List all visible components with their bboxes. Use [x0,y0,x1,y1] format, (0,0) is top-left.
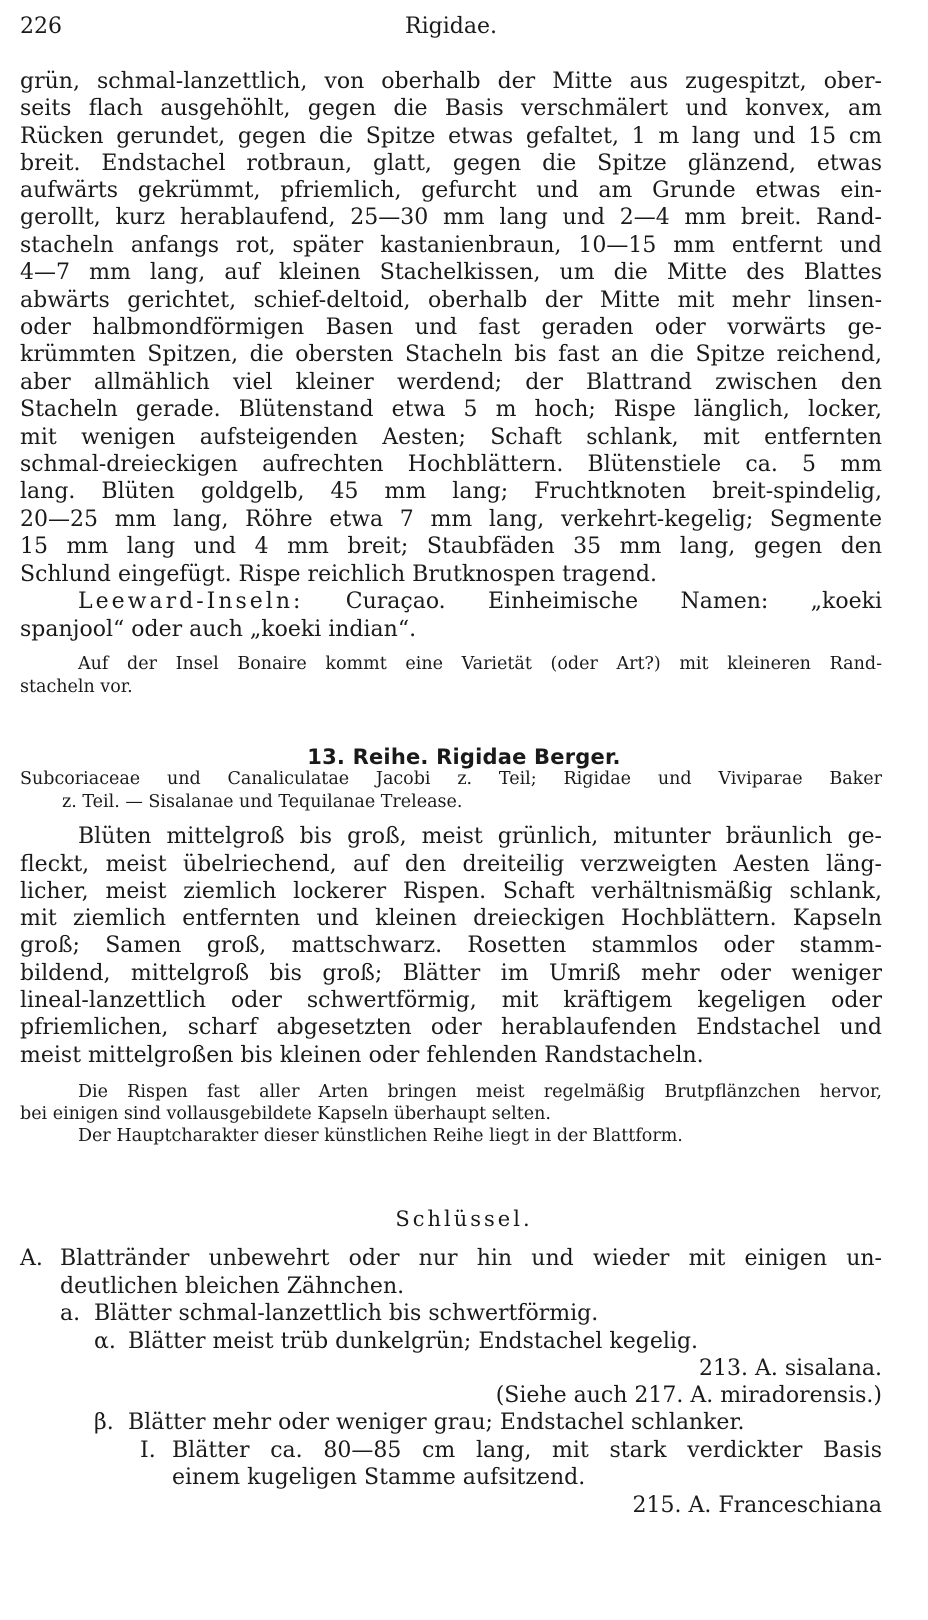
description-line: Rücken gerundet, gegen die Spitze etwas gefaltet, 1 m lang und 15 cm [20,124,882,149]
key-title: Schlüssel. [395,1207,533,1231]
section-description-line: Blüten mittelgroß bis groß, meist grünlich, mitunter bräunlich ge- [78,824,882,849]
section-note-line: Die Rispen fast aller Arten bringen meist regelmäßig Brutpflänzchen hervor, [78,1082,882,1102]
key-label-A: A. [20,1246,43,1271]
key-result-213: 213. A. sisalana. [698,1356,882,1381]
section-description-line: bildend, mittelgroß bis groß; Blätter im Umriß mehr oder weniger [20,961,882,986]
description-line: 15 mm lang und 4 mm breit; Staubfäden 35 mm lang, gegen den [20,534,882,559]
description-line: schmal-dreieckigen aufrechten Hochblättern. Blütenstiele ca. 5 mm [20,452,882,477]
key-alpha-text: Blätter meist trüb dunkelgrün; Endstachel kegelig. [128,1329,699,1354]
running-head: Rigidae. [405,14,497,39]
key-label-beta: β. [94,1410,114,1435]
description-line: Schlund eingefügt. Rispe reichlich Brutknospen tragend. [20,562,657,587]
key-label-I: I. [140,1438,156,1463]
description-line: breit. Endstachel rotbraun, glatt, gegen die Spitze glänzend, etwas [20,151,882,176]
description-line: seits flach ausgehöhlt, gegen die Basis verschmälert und konvex, am [20,96,882,121]
key-I-line: einem kugeligen Stamme aufsitzend. [172,1465,586,1490]
section-description-line: meist mittelgroßen bis kleinen oder fehlenden Randstacheln. [20,1043,704,1068]
description-line: gerollt, kurz herablaufend, 25—30 mm lang und 2—4 mm breit. Rand- [20,205,882,230]
section-description-line: pfriemlichen, scharf abgesetzten oder herablaufenden Endstachel und [20,1015,882,1040]
description-line: aufwärts gekrümmt, pfriemlich, gefurcht und am Grunde etwas ein- [20,178,882,203]
description-line: aber allmählich viel kleiner werdend; der Blattrand zwischen den [20,370,882,395]
section-description-line: groß; Samen groß, mattschwarz. Rosetten stammlos oder stamm- [20,933,882,958]
section-description-line: mit ziemlich entfernten und kleinen dreieckigen Hochblättern. Kapseln [20,906,882,931]
section-heading: 13. Reihe. Rigidae Berger. [307,745,621,769]
locality-line [78,588,882,615]
section-description-line: licher, meist ziemlich lockerer Rispen. Schaft verhältnismäßig schlank, [20,879,882,904]
description-line: grün, schmal-lanzettlich, von oberhalb der Mitte aus zugespitzt, ober- [20,69,882,94]
key-beta-text: Blätter mehr oder weniger grau; Endstachel schlanker. [128,1410,745,1435]
key-I-line: Blätter ca. 80—85 cm lang, mit stark verdickter Basis [172,1438,882,1463]
description-line: mit wenigen aufsteigenden Aesten; Schaft schlank, mit entfernten [20,425,882,450]
description-line: oder halbmondförmigen Basen und fast geraden oder vorwärts ge- [20,315,882,340]
section-note-line: Der Hauptcharakter dieser künstlichen Reihe liegt in der Blattform. [78,1126,683,1146]
key-result-215: 215. A. Franceschiana [632,1493,882,1518]
section-description-line: lineal-lanzettlich oder schwertförmig, mit kräftigem kegeligen oder [20,988,882,1013]
page-header [20,14,882,44]
key-label-a: a. [60,1301,81,1326]
description-line: krümmten Spitzen, die obersten Stacheln bis fast an die Spitze reichend, [20,342,882,367]
description-line: 4—7 mm lang, auf kleinen Stachelkissen, um die Mitte des Blattes [20,260,882,285]
locality-line: spanjool“ oder auch „koeki indian“. [20,617,417,642]
description-line: abwärts gerichtet, schief-deltoid, oberhalb der Mitte mit mehr linsen- [20,288,882,313]
note-line: stacheln vor. [20,677,133,697]
section-description-line: fleckt, meist übelriechend, auf den dreiteilig verzweigten Aesten läng- [20,852,882,877]
key-A-line: deutlichen bleichen Zähnchen. [60,1274,405,1299]
key-A-line: Blattränder unbewehrt oder nur hin und wieder mit einigen un- [60,1246,882,1271]
description-line: 20—25 mm lang, Röhre etwa 7 mm lang, verkehrt-kegelig; Segmente [20,507,882,532]
synonym-line: Subcoriaceae und Canaliculatae Jacobi z. Teil; Rigidae und Viviparae Baker [20,769,882,789]
key-a-text: Blätter schmal-lanzettlich bis schwertförmig. [94,1301,599,1326]
key-see-also: (Siehe auch 217. A. miradorensis.) [495,1383,882,1408]
description-line: lang. Blüten goldgelb, 45 mm lang; Fruchtknoten breit-spindelig, [20,479,882,504]
page-number: 226 [20,14,62,39]
key-label-alpha: α. [94,1329,116,1354]
locality-region: Leeward-Inseln: [78,589,304,614]
section-note-line: bei einigen sind vollausgebildete Kapseln überhaupt selten. [20,1104,551,1124]
locality-text: Curaçao. Einheimische Namen: „koeki [345,589,883,614]
description-line: Stacheln gerade. Blütenstand etwa 5 m hoch; Rispe länglich, locker, [20,397,882,422]
description-line: stacheln anfangs rot, später kastanienbraun, 10—15 mm entfernt und [20,233,882,258]
note-line: Auf der Insel Bonaire kommt eine Varietät (oder Art?) mit kleineren Rand- [78,654,882,674]
synonym-line: z. Teil. — Sisalanae und Tequilanae Trelease. [62,792,463,812]
